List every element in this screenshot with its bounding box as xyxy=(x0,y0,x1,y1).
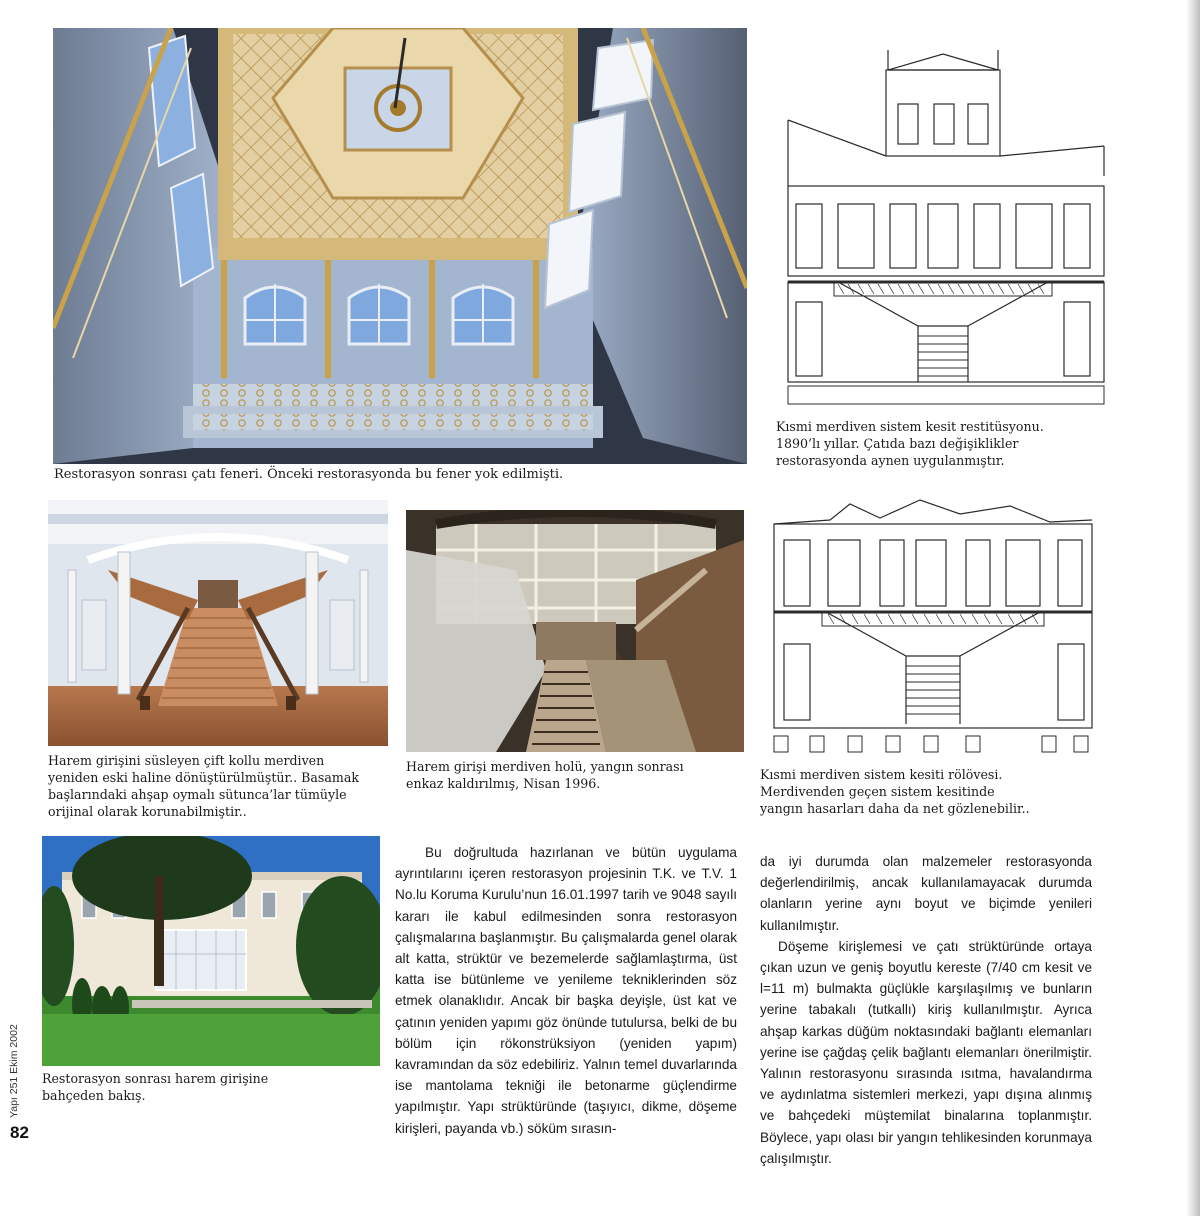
caption-line: başlarındaki ahşap oymalı sütunca’lar tümüyle xyxy=(48,787,347,802)
photo-double-staircase xyxy=(48,500,388,746)
caption-line: enkaz kaldırılmış, Nisan 1996. xyxy=(406,776,601,791)
caption-line: Harem girişini süsleyen çift kollu merdiven xyxy=(48,753,325,768)
caption-line: Kısmi merdiven sistem kesiti rölövesi. xyxy=(760,767,1003,782)
caption-line: Kısmi merdiven sistem kesit restitüsyonu. xyxy=(776,419,1044,434)
body-column-2 xyxy=(760,851,1092,1169)
caption-section-survey xyxy=(760,766,1100,817)
caption-line: bahçeden bakış. xyxy=(42,1088,146,1103)
page-number: 82 xyxy=(10,1123,29,1142)
body-paragraph: Döşeme kirişlemesi ve çatı strüktüründe ortaya çıkan uzun ve geniş boyutlu kereste (7/40 cm kesit ve l=11 m) bulmakta güçlükle karşılaşılmış ve bunların yerine tabakalı (tutkallı) kiriş kullanılmıştır. Ayrıca ahşap karkas düğüm noktasındaki bağlantı elemanları yerine ise çağdaş çelik bağlantı elemanları önerilmiştir. Yalının restorasyonu sırasında ısıtma, havalandırma ve aydınlatma sistemleri merkezi, yapı dışına alınmış ve bahçedeki müştemilat binalarına toplanmıştır. Böylece, yapı olası bir yangın tehlikesinden korunmaya çalışılmıştır. xyxy=(760,938,1092,1166)
caption-garden xyxy=(42,1070,382,1104)
page-edge-shadow xyxy=(1186,0,1200,1216)
photo-garden-view xyxy=(42,836,380,1066)
caption-section-restitution xyxy=(776,418,1106,469)
drawing-section-survey xyxy=(770,494,1100,762)
caption-line: Merdivenden geçen sistem kesitinde xyxy=(760,784,995,799)
caption-line: orijinal olarak korunabilmiştir.. xyxy=(48,804,247,819)
caption-line: yangın hasarları daha da net gözlenebilir.. xyxy=(760,801,1030,816)
caption-staircase xyxy=(48,752,398,820)
caption-hall xyxy=(406,758,746,792)
body-paragraph: Bu doğrultuda hazırlanan ve bütün uygulama ayrıntılarını içeren restorasyon projesinin T.K. ve T.V. 1 No.lu Koruma Kurulu’nun 16.01.1997 tarih ve 9048 sayılı kararı ile kabul edilmesinden sonra restorasyon çalışmalarına başlanmıştır. Bu çalışmalarda genel olarak alt katta, strüktür ve bezemelerde sağlamlaştırma, üst katta ise bütünleme ve yenileme tekniklerinden söz etmek olanaklıdır. Ancak bir başka deyişle, üst kat ve çatının yeniden yapımı göz önünde tutulursa, belki de bu bölüm için rökonstrüksiyon (yeniden yapım) kavramından da söz edebiliriz. Yalnın temel duvarlarında ise mantolama tekniği ile betonarme güçlendirme yapılmıştır. Yapı strüktüründe (taşıyıcı, dikme, döşeme kirişleri, payanda vb.) söküm sırasın- xyxy=(395,845,737,1136)
caption-line: Restorasyon sonrası harem girişine xyxy=(42,1071,269,1086)
photo-stair-hall-after-fire xyxy=(406,510,744,752)
caption-line: restorasyonda aynen uygulanmıştır. xyxy=(776,453,1005,468)
caption-line: yeniden eski haline dönüştürülmüştür.. Basamak xyxy=(48,770,359,785)
caption-line: 1890’lı yıllar. Çatıda bazı değişiklikler xyxy=(776,436,1019,451)
photo-lantern-ceiling xyxy=(53,28,747,464)
caption-line: Harem girişi merdiven holü, yangın sonrası xyxy=(406,759,684,774)
body-paragraph: da iyi durumda olan malzemeler restorasyonda değerlendirilmiş, ancak kullanılamayacak durumda olanların yerine aynı boyut ve biçimde yenileri kullanılmıştır. xyxy=(760,854,1092,933)
caption-lantern: Restorasyon sonrası çatı feneri. Önceki restorasyonda bu fener yok edilmişti. xyxy=(54,467,564,482)
journal-issue-label: Yapı 251 Ekim 2002 xyxy=(8,1024,20,1118)
body-column-1 xyxy=(395,842,737,1139)
drawing-section-restitution xyxy=(778,46,1108,412)
